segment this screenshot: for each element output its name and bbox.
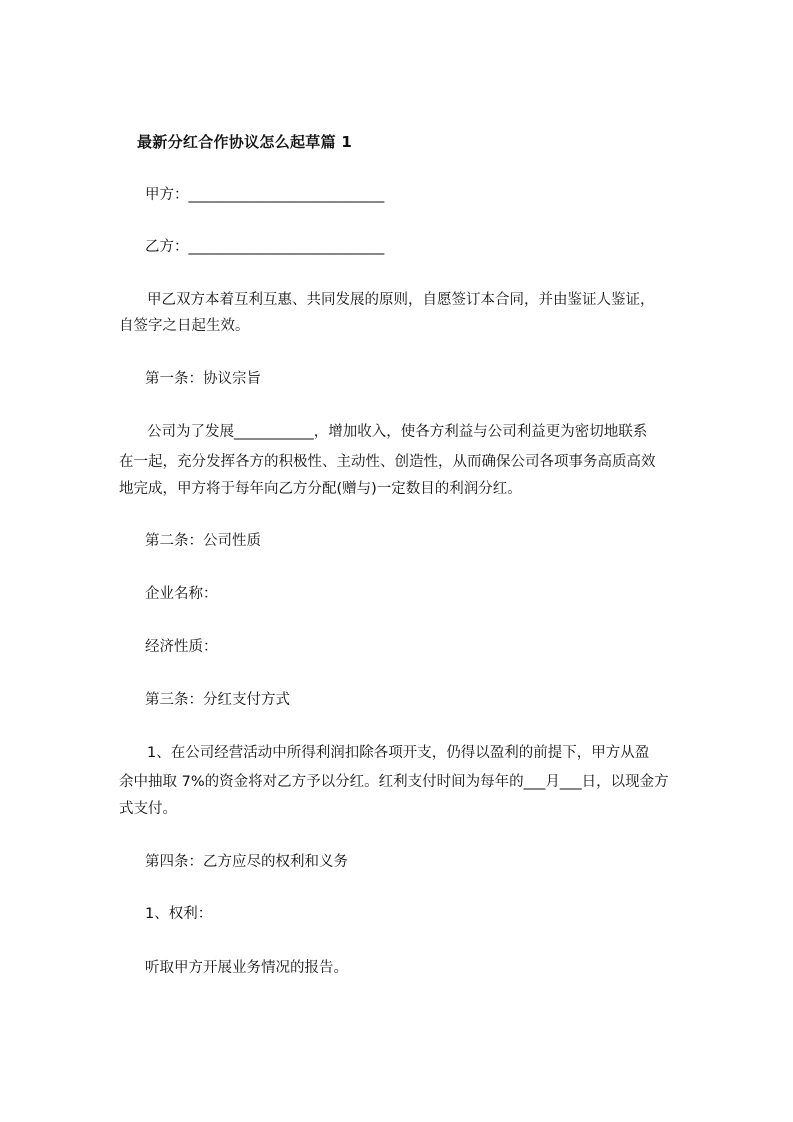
party-a-line: 甲方：___________________________ [145,187,385,203]
article-2-heading: 第二条：公司性质 [145,533,261,549]
article-1-line-2: 在一起，充分发挥各方的积极性、主动性、创造性，从而确保公司各项事务高质高效 [119,454,656,470]
article-3-heading: 第三条：分红支付方式 [145,692,290,708]
intro-paragraph-line-2: 自签字之日起生效。 [119,318,250,334]
company-name-label: 企业名称： [145,586,218,602]
intro-paragraph-line-1: 甲乙双方本着互利互惠、共同发展的原则，自愿签订本合同，并由鉴证人鉴证， [147,292,655,308]
economic-nature-label: 经济性质： [145,639,218,655]
article-1-line-3: 地完成，甲方将于每年向乙方分配(赠与)一定数目的利润分红。 [119,481,522,497]
article-4-heading: 第四条：乙方应尽的权利和义务 [145,854,348,870]
party-b-line: 乙方：___________________________ [145,239,385,255]
article-3-line-1: 1、在公司经营活动中所得利润扣除各项开支，仍得以盈利的前提下，甲方从盈 [147,745,650,761]
document-title: 最新分红合作协议怎么起草篇 1 [137,133,353,151]
article-1-heading: 第一条：协议宗旨 [145,371,261,387]
article-1-line-1: 公司为了发展___________，增加收入，使各方利益与公司利益更为密切地联系 [147,424,648,440]
article-3-line-2: 余中抽取 7%的资金将对乙方予以分红。红利支付时间为每年的___月___日，以现金方 [119,774,669,790]
rights-text: 听取甲方开展业务情况的报告。 [145,960,348,976]
article-3-line-3: 式支付。 [119,801,177,817]
rights-item: 1、权利： [145,906,213,922]
